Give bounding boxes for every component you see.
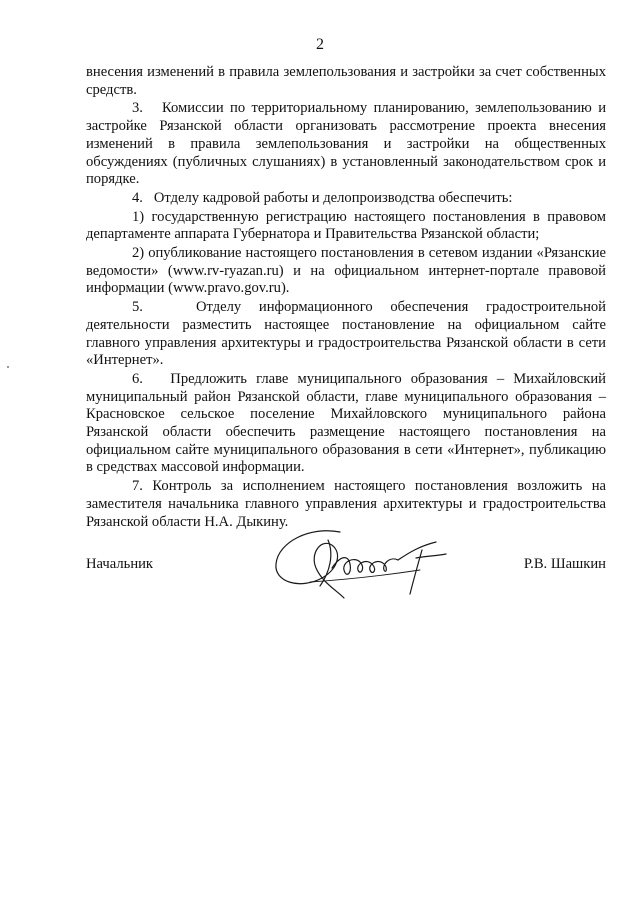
signature-block xyxy=(86,550,606,610)
paragraph-item-4-2: 2) опубликование настоящего постановления в сетевом издании «Рязанские ведомости» (www.rv-ryazan.ru) и на официальном интернет-портале правовой информации (www.pravo.gov.ru). xyxy=(86,245,606,297)
scan-margin-mark xyxy=(7,366,9,368)
paragraph-item-6: 6. Предложить главе муниципального образования – Михайловский муниципальный район Рязанской области, главе муниципального образования – Красновское сельское поселение Михайловского муниципального района Рязанской области обеспечить размещение настоящего постановления на официальном сайте муниципального образования в сети «Интернет», публикацию в средствах массовой информации. xyxy=(86,370,606,476)
paragraph-item-4: 4. Отделу кадровой работы и делопроизводства обеспечить: xyxy=(132,189,513,206)
signatory-title: Начальник xyxy=(86,556,154,572)
paragraph-item-4-1: 1) государственную регистрацию настоящего постановления в правовом департаменте аппарата Губернатора и Правительства Рязанской области; xyxy=(86,208,606,243)
page-number: 2 xyxy=(316,36,324,53)
paragraph-continuation: внесения изменений в правила землепользования и застройки за счет собственных средств. xyxy=(86,64,606,98)
paragraph-item-7: 7. Контроль за исполнением настоящего постановления возложить на заместителя начальника главного управления архитектуры и градостроительства Рязанской области Н.А. Дыкину. xyxy=(86,478,606,530)
paragraph-item-3: 3. Комиссии по территориальному планированию, землепользованию и застройке Рязанской области организовать рассмотрение проекта внесения изменений в правила землепользования и застройки на общественных обсуждениях (публичных слушаниях) в установленный законодательством срок и порядке. xyxy=(86,100,606,188)
document-body xyxy=(86,64,606,532)
paragraph-item-5: 5. Отделу информационного обеспечения градостроительной деятельности разместить настоящее постановление на официальном сайте главного управления архитектуры и градостроительства Рязанской области в сети «Интернет». xyxy=(86,299,606,369)
signatory-name: Р.В. Шашкин xyxy=(523,556,606,572)
